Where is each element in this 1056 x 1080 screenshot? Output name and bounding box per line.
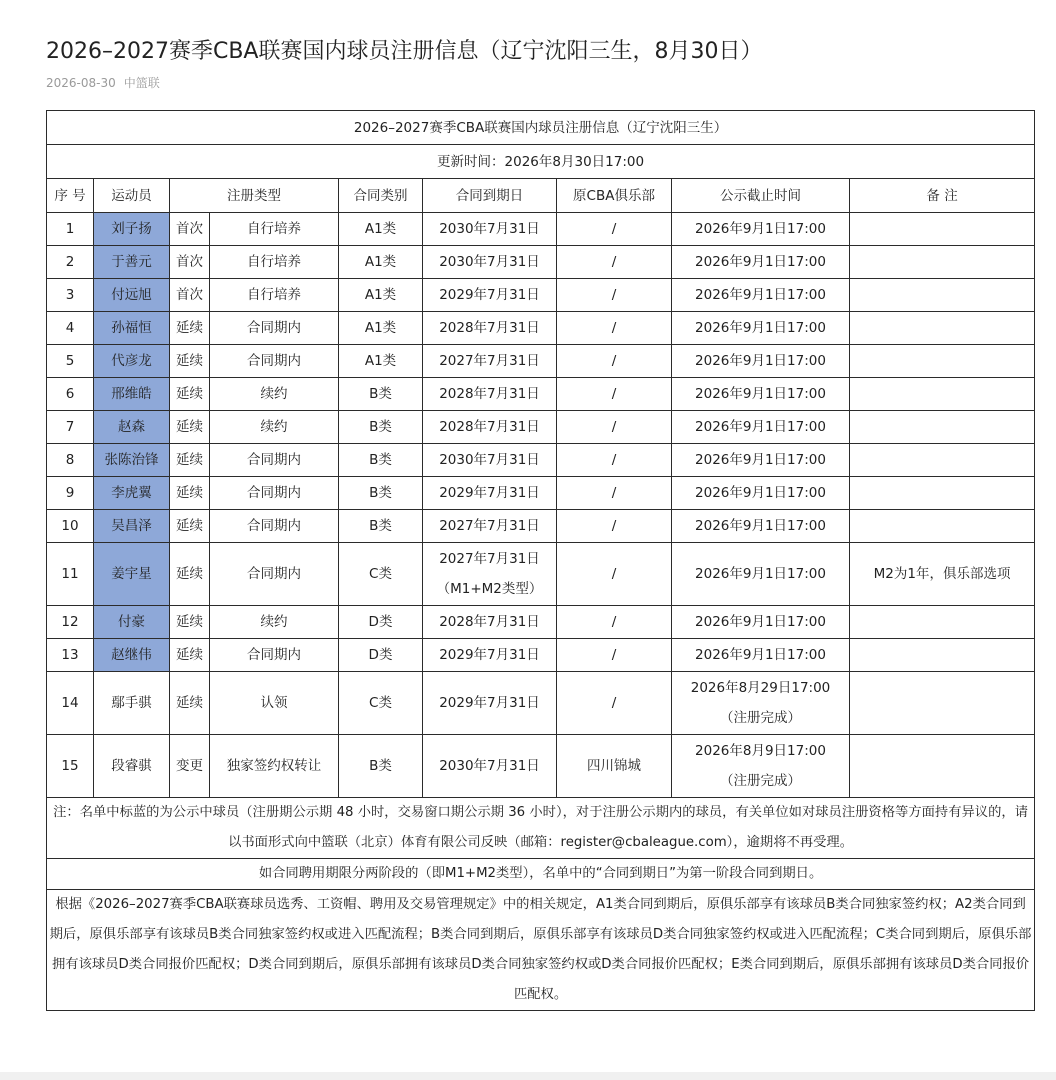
registration-subtype: 合同期内 <box>210 510 339 543</box>
remark <box>850 672 1035 735</box>
article-title: 2026–2027赛季CBA联赛国内球员注册信息（辽宁沈阳三生，8月30日） <box>46 39 763 64</box>
remark <box>850 606 1035 639</box>
contract-expiry: 2028年7月31日 <box>423 606 557 639</box>
contract-expiry <box>423 543 557 606</box>
table-caption-row <box>47 111 1035 145</box>
contract-expiry: 2030年7月31日 <box>423 444 557 477</box>
publicity-deadline: 2026年9月1日17:00 <box>672 378 850 411</box>
remark <box>850 378 1035 411</box>
registration-type: 延续 <box>170 477 210 510</box>
header-expiry: 合同到期日 <box>423 179 557 213</box>
table-row <box>47 606 1035 639</box>
publicity-deadline: 2026年9月1日17:00 <box>672 411 850 444</box>
publicity-deadline: 2026年9月1日17:00 <box>672 279 850 312</box>
table-row <box>47 444 1035 477</box>
table-row <box>47 279 1035 312</box>
table-row <box>47 345 1035 378</box>
row-number: 6 <box>47 378 94 411</box>
remark <box>850 213 1035 246</box>
contract-expiry-date: 2027年7月31日 <box>439 551 540 567</box>
publicity-deadline: 2026年9月1日17:00 <box>672 510 850 543</box>
contract-expiry: 2028年7月31日 <box>423 411 557 444</box>
player-name: 赵森 <box>94 411 170 444</box>
table-row <box>47 735 1035 798</box>
player-name: 付远旭 <box>94 279 170 312</box>
publicity-deadline-note: （注册完成） <box>720 773 801 789</box>
remark <box>850 246 1035 279</box>
table-row <box>47 477 1035 510</box>
contract-expiry: 2027年7月31日 <box>423 345 557 378</box>
table-note: 注：名单中标蓝的为公示中球员（注册期公示期 48 小时，交易窗口期公示期 36 小时），对于注册公示期内的球员，有关单位如对球员注册资格等方面持有异议的，请以书面形式向中篮联（北京）体育有限公司反映（邮箱：register@cbaleague.com），逾期将不再受理。 <box>47 798 1035 859</box>
table-header-row <box>47 179 1035 213</box>
contract-expiry-note: （M1+M2类型） <box>436 581 543 597</box>
remark <box>850 477 1035 510</box>
publicity-deadline: 2026年9月1日17:00 <box>672 606 850 639</box>
header-player: 运动员 <box>94 179 170 213</box>
note-row <box>47 859 1035 890</box>
registration-type: 变更 <box>170 735 210 798</box>
publicity-deadline: 2026年9月1日17:00 <box>672 477 850 510</box>
contract-expiry: 2030年7月31日 <box>423 246 557 279</box>
publicity-deadline-note: （注册完成） <box>720 710 801 726</box>
contract-class: B类 <box>339 477 423 510</box>
contract-class: A1类 <box>339 312 423 345</box>
row-number: 9 <box>47 477 94 510</box>
remark <box>850 735 1035 798</box>
publish-date: 2026-08-30 <box>46 76 116 90</box>
note-row <box>47 798 1035 859</box>
former-club: / <box>557 606 672 639</box>
registration-type: 延续 <box>170 378 210 411</box>
registration-subtype: 合同期内 <box>210 543 339 606</box>
contract-class: A1类 <box>339 213 423 246</box>
publicity-deadline: 2026年9月1日17:00 <box>672 444 850 477</box>
update-time-row <box>47 145 1035 179</box>
publicity-deadline: 2026年9月1日17:00 <box>672 639 850 672</box>
player-name: 段睿骐 <box>94 735 170 798</box>
registration-subtype: 独家签约权转让 <box>210 735 339 798</box>
contract-class: A1类 <box>339 345 423 378</box>
player-name: 鄢手骐 <box>94 672 170 735</box>
remark <box>850 279 1035 312</box>
table-row <box>47 543 1035 606</box>
page-bottom-bar <box>0 1072 1056 1080</box>
contract-class: C类 <box>339 672 423 735</box>
registration-type: 首次 <box>170 246 210 279</box>
player-name: 付豪 <box>94 606 170 639</box>
registration-subtype: 自行培养 <box>210 279 339 312</box>
publicity-deadline: 2026年9月1日17:00 <box>672 213 850 246</box>
contract-class: A1类 <box>339 246 423 279</box>
publicity-deadline-date: 2026年8月9日17:00 <box>695 743 826 759</box>
table-note: 根据《2026–2027赛季CBA联赛球员选秀、工资帽、聘用及交易管理规定》中的相关规定，A1类合同到期后，原俱乐部享有该球员B类合同独家签约权；A2类合同到期后，原俱乐部享有该球员B类合同独家签约权或进入匹配流程；B类合同到期后，原俱乐部享有该球员D类合同独家签约权或进入匹配流程；C类合同到期后，原俱乐部拥有该球员D类合同报价匹配权；D类合同到期后，原俱乐部拥有该球员D类合同独家签约权或D类合同报价匹配权；E类合同到期后，原俱乐部拥有该球员D类合同报价匹配权。 <box>47 890 1035 1011</box>
remark <box>850 345 1035 378</box>
registration-table <box>46 110 1035 1011</box>
row-number: 13 <box>47 639 94 672</box>
former-club: / <box>557 510 672 543</box>
contract-expiry: 2029年7月31日 <box>423 477 557 510</box>
registration-subtype: 合同期内 <box>210 477 339 510</box>
player-name: 张陈治锋 <box>94 444 170 477</box>
former-club: / <box>557 378 672 411</box>
former-club: / <box>557 246 672 279</box>
registration-subtype: 续约 <box>210 378 339 411</box>
former-club: / <box>557 312 672 345</box>
row-number: 7 <box>47 411 94 444</box>
remark <box>850 510 1035 543</box>
update-time: 更新时间：2026年8月30日17:00 <box>47 145 1035 179</box>
former-club: / <box>557 213 672 246</box>
note-row <box>47 890 1035 1011</box>
publicity-deadline: 2026年9月1日17:00 <box>672 312 850 345</box>
table-row <box>47 510 1035 543</box>
table-row <box>47 213 1035 246</box>
row-number: 4 <box>47 312 94 345</box>
registration-subtype: 续约 <box>210 411 339 444</box>
registration-type: 延续 <box>170 345 210 378</box>
former-club: / <box>557 411 672 444</box>
contract-class: B类 <box>339 378 423 411</box>
header-remark: 备 注 <box>850 179 1035 213</box>
publicity-deadline: 2026年9月1日17:00 <box>672 543 850 606</box>
former-club: / <box>557 543 672 606</box>
remark: M2为1年，俱乐部选项 <box>850 543 1035 606</box>
registration-type: 延续 <box>170 606 210 639</box>
table-row <box>47 639 1035 672</box>
publish-source[interactable]: 中篮联 <box>123 76 160 90</box>
player-name: 姜宇星 <box>94 543 170 606</box>
contract-expiry: 2029年7月31日 <box>423 279 557 312</box>
registration-type: 首次 <box>170 279 210 312</box>
row-number: 15 <box>47 735 94 798</box>
registration-type: 延续 <box>170 312 210 345</box>
contract-class: B类 <box>339 411 423 444</box>
registration-type: 延续 <box>170 543 210 606</box>
player-name: 于善元 <box>94 246 170 279</box>
contract-class: C类 <box>339 543 423 606</box>
registration-type: 首次 <box>170 213 210 246</box>
contract-expiry: 2027年7月31日 <box>423 510 557 543</box>
row-number: 2 <box>47 246 94 279</box>
contract-class: B类 <box>339 735 423 798</box>
player-name: 赵继伟 <box>94 639 170 672</box>
row-number: 11 <box>47 543 94 606</box>
player-name: 吴昌泽 <box>94 510 170 543</box>
former-club: / <box>557 345 672 378</box>
contract-expiry: 2029年7月31日 <box>423 639 557 672</box>
row-number: 5 <box>47 345 94 378</box>
registration-subtype: 续约 <box>210 606 339 639</box>
header-former-club: 原CBA俱乐部 <box>557 179 672 213</box>
contract-expiry: 2030年7月31日 <box>423 735 557 798</box>
publicity-deadline: 2026年9月1日17:00 <box>672 345 850 378</box>
table-note: 如合同聘用期限分两阶段的（即M1+M2类型），名单中的“合同到期日”为第一阶段合同到期日。 <box>47 859 1035 890</box>
table-row <box>47 246 1035 279</box>
table-row <box>47 312 1035 345</box>
row-number: 12 <box>47 606 94 639</box>
former-club: / <box>557 477 672 510</box>
registration-type: 延续 <box>170 510 210 543</box>
table-row <box>47 411 1035 444</box>
former-club: / <box>557 639 672 672</box>
registration-subtype: 自行培养 <box>210 246 339 279</box>
registration-subtype: 自行培养 <box>210 213 339 246</box>
article-meta <box>46 74 160 91</box>
registration-type: 延续 <box>170 639 210 672</box>
remark <box>850 411 1035 444</box>
table-row <box>47 672 1035 735</box>
registration-subtype: 合同期内 <box>210 345 339 378</box>
remark <box>850 639 1035 672</box>
row-number: 3 <box>47 279 94 312</box>
player-name: 孙福恒 <box>94 312 170 345</box>
former-club: / <box>557 672 672 735</box>
remark <box>850 444 1035 477</box>
header-contract-class: 合同类别 <box>339 179 423 213</box>
registration-type: 延续 <box>170 672 210 735</box>
former-club: 四川锦城 <box>557 735 672 798</box>
header-deadline: 公示截止时间 <box>672 179 850 213</box>
header-no: 序 号 <box>47 179 94 213</box>
contract-expiry: 2028年7月31日 <box>423 378 557 411</box>
table-row <box>47 378 1035 411</box>
former-club: / <box>557 279 672 312</box>
registration-subtype: 认领 <box>210 672 339 735</box>
player-name: 邢维皓 <box>94 378 170 411</box>
remark <box>850 312 1035 345</box>
contract-class: D类 <box>339 639 423 672</box>
publicity-deadline <box>672 672 850 735</box>
contract-expiry: 2029年7月31日 <box>423 672 557 735</box>
header-reg-type: 注册类型 <box>170 179 339 213</box>
registration-subtype: 合同期内 <box>210 312 339 345</box>
registration-type: 延续 <box>170 444 210 477</box>
contract-expiry: 2030年7月31日 <box>423 213 557 246</box>
contract-class: A1类 <box>339 279 423 312</box>
table-caption: 2026–2027赛季CBA联赛国内球员注册信息（辽宁沈阳三生） <box>47 111 1035 145</box>
registration-subtype: 合同期内 <box>210 444 339 477</box>
player-name: 李虎翼 <box>94 477 170 510</box>
player-name: 刘子扬 <box>94 213 170 246</box>
contract-expiry: 2028年7月31日 <box>423 312 557 345</box>
registration-subtype: 合同期内 <box>210 639 339 672</box>
row-number: 1 <box>47 213 94 246</box>
contract-class: D类 <box>339 606 423 639</box>
row-number: 10 <box>47 510 94 543</box>
publicity-deadline-date: 2026年8月29日17:00 <box>690 680 831 696</box>
player-name: 代彦龙 <box>94 345 170 378</box>
contract-class: B类 <box>339 510 423 543</box>
publicity-deadline <box>672 735 850 798</box>
publicity-deadline: 2026年9月1日17:00 <box>672 246 850 279</box>
registration-type: 延续 <box>170 411 210 444</box>
row-number: 8 <box>47 444 94 477</box>
contract-class: B类 <box>339 444 423 477</box>
row-number: 14 <box>47 672 94 735</box>
former-club: / <box>557 444 672 477</box>
